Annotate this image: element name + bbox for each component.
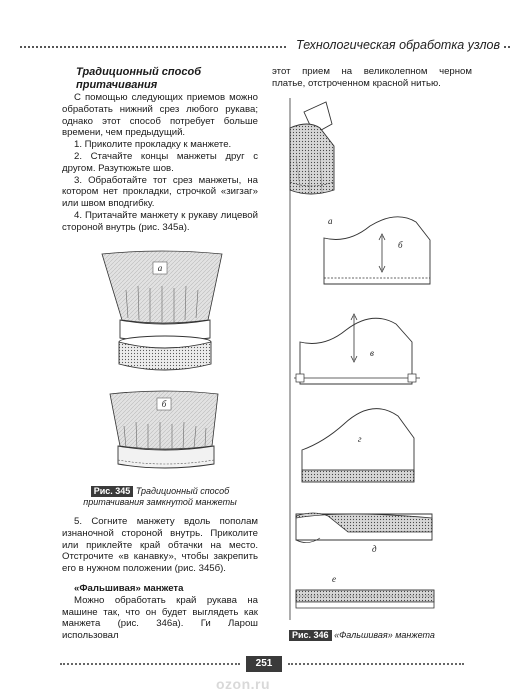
figure-346-caption bbox=[289, 630, 469, 641]
left-column-bottom bbox=[62, 516, 258, 642]
fig-346d bbox=[302, 409, 414, 482]
footer-rule-right bbox=[288, 663, 464, 665]
page-number: 251 bbox=[246, 656, 282, 672]
fig-345a-label: а bbox=[157, 263, 163, 273]
paragraph-step-1: 1. Приколите прокладку к манжете. bbox=[74, 139, 232, 151]
paragraph-step-5: 5. Согните манжету вдоль пополам изнаночной стороной внутрь. Приколите или приклейте край обтачки на место. Отстрочите «в канавку», чтобы закрепить его в нужном положении (рис. 345б). bbox=[62, 516, 258, 575]
right-column bbox=[272, 66, 472, 90]
header-title: Технологическая обработка узлов bbox=[288, 38, 504, 52]
figure-346-badge: Рис. 346 bbox=[289, 630, 332, 641]
paragraph-step-3: 3. Обработайте тот срез манжеты, на котором нет прокладки, строчкой «зигзаг» или швом вподгибку. bbox=[62, 174, 258, 210]
fig-346f bbox=[296, 574, 434, 608]
fig-346a-label: а bbox=[328, 216, 333, 226]
fig-346c bbox=[294, 314, 420, 384]
footer-rule-left bbox=[60, 663, 240, 665]
paragraph-step-4: 4. Притачайте манжету к рукаву лицевой стороной внутрь (рис. 345а). bbox=[62, 209, 258, 233]
running-header bbox=[20, 38, 510, 56]
fig-346b bbox=[324, 217, 430, 284]
fig-346d-label: г bbox=[358, 434, 362, 444]
fig-345b-label: б bbox=[161, 399, 167, 409]
figure-345-caption bbox=[62, 486, 258, 508]
figure-345-cuff-illustration bbox=[94, 250, 230, 482]
fig-345b bbox=[110, 391, 218, 468]
paragraph-continuation: этот прием на великолепном черном платье, отстроченном красной нитью. bbox=[272, 66, 472, 89]
figure-346-fake-cuff-illustration bbox=[274, 98, 454, 620]
paragraph-intro: С помощью следующих приемов можно обработать нижний срез любого рукава; однако этот способ потребует больше времени, чем предыдущий. bbox=[62, 92, 258, 139]
section-title-line-1: Традиционный способ bbox=[76, 66, 202, 78]
figure-345-caption-text: Традиционный способ притачивания замкнутой манжеты bbox=[83, 486, 237, 507]
fig-345a bbox=[102, 251, 222, 370]
fig-346b-label: б bbox=[398, 240, 403, 250]
fig-346a bbox=[290, 102, 334, 226]
paragraph-step-2: 2. Стачайте концы манжеты друг с другом. Разутюжьте шов. bbox=[62, 150, 258, 174]
figure-345-badge: Рис. 345 bbox=[91, 486, 134, 497]
watermark: ozon.ru bbox=[216, 676, 271, 692]
subheading-fake-cuff: «Фальшивая» манжета bbox=[74, 582, 184, 594]
fig-346e bbox=[296, 513, 432, 554]
paragraph-fake-cuff: Можно обработать край рукава на машине так, что он будет выглядеть как манжета (рис. 346а). Ги Ларош использовал bbox=[62, 594, 258, 642]
figure-346-caption-text: «Фальшивая» манжета bbox=[334, 630, 435, 640]
section-title-line-2: притачивания bbox=[76, 79, 158, 91]
fig-346e-label: д bbox=[372, 544, 377, 554]
left-column bbox=[62, 66, 258, 234]
fig-346c-label: в bbox=[370, 348, 374, 358]
fig-346f-label: е bbox=[332, 574, 336, 584]
